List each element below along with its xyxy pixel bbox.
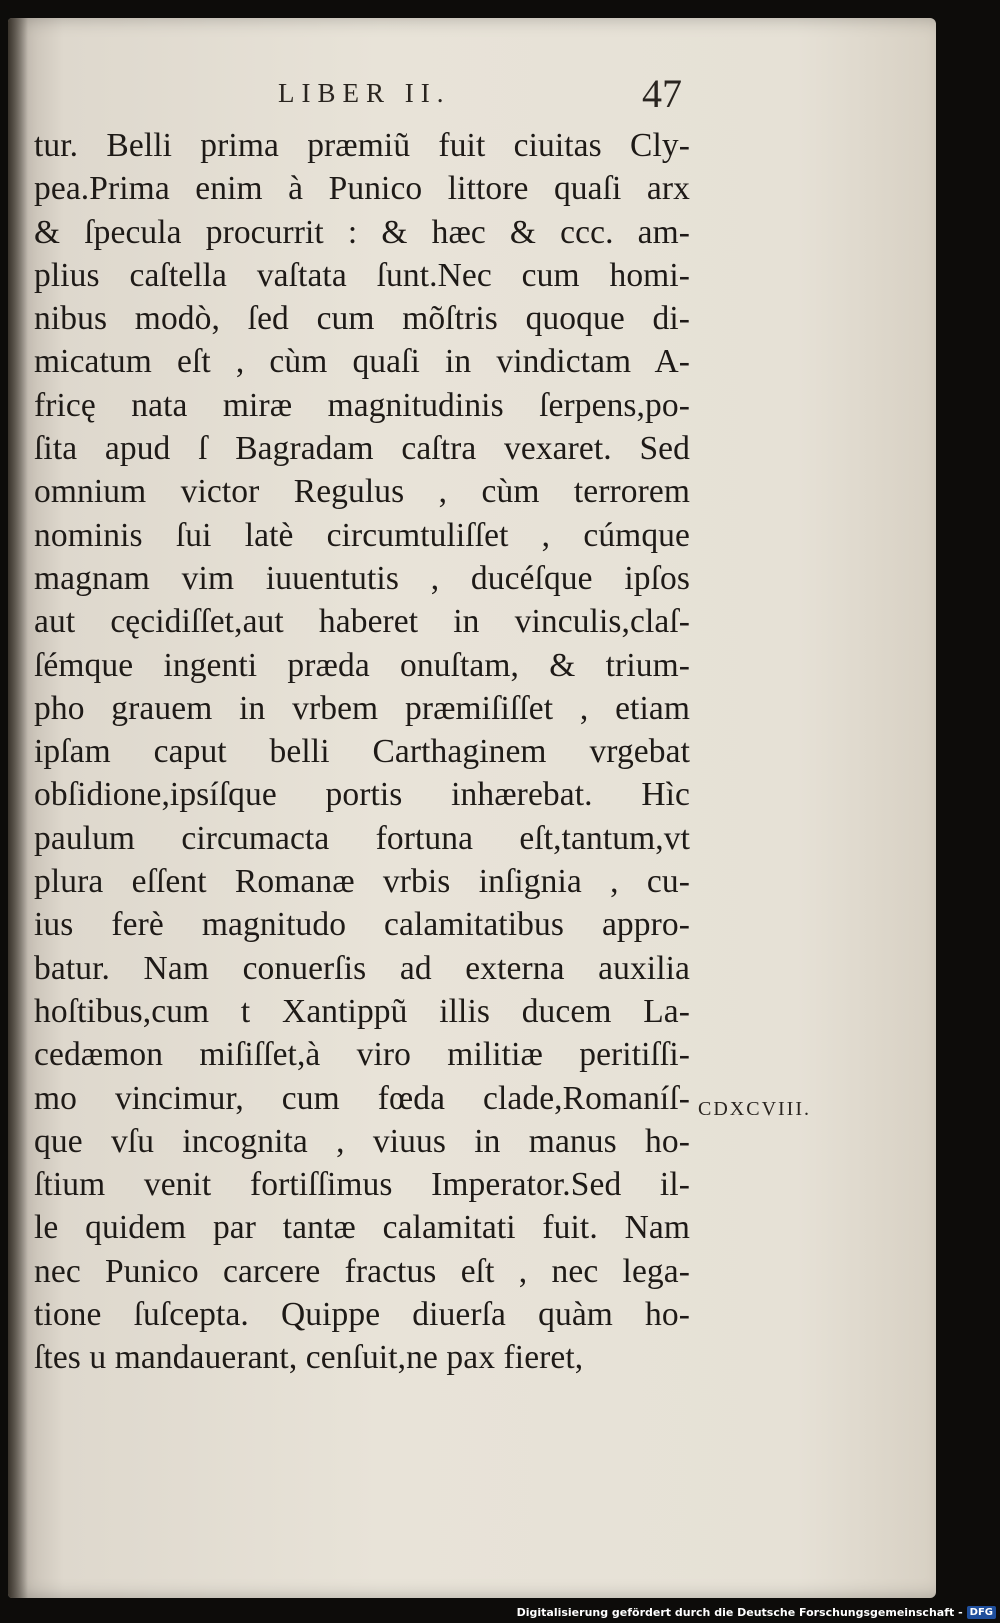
footer-credit: Digitalisierung gefördert durch die Deutsche Forschungsgemeinschaft -	[516, 1606, 963, 1619]
text-line: magnam vim iuuentutis , ducéſque ipſos	[34, 559, 690, 597]
text-line: cedæmon miſiſſet,à viro militiæ peritiſſi-	[34, 1036, 690, 1074]
page-number: 47	[642, 71, 682, 116]
page-gutter-shadow	[8, 18, 28, 1598]
text-line: batur. Nam conuerſis ad externa auxilia	[34, 949, 690, 987]
text-line: hoſtibus,cum t Xantippũ illis ducem La-	[34, 992, 690, 1030]
text-line: tione ſuſcepta. Quippe diuerſa quàm ho-	[34, 1296, 690, 1334]
body-text	[34, 124, 690, 1380]
text-line: tur. Belli prima præmiũ fuit ciuitas Cly-	[34, 127, 690, 164]
text-line: plius caſtella vaſtata ſunt.Nec cum homi-	[34, 256, 690, 294]
text-line: ſtium venit fortiſſimus Imperator.Sed il-	[34, 1166, 690, 1204]
text-line: que vſu incognita , viuus in manus ho-	[34, 1122, 690, 1160]
text-line: ſtes u mandauerant, cenſuit,ne pax fieret,	[34, 1339, 584, 1377]
text-line: obſidione,ipsíſque portis inhærebat. Hìc	[34, 776, 690, 814]
text-line: aut cęcidiſſet,aut haberet in vinculis,claſ-	[34, 603, 690, 641]
text-line: pea.Prima enim à Punico littore quaſi arx	[34, 170, 690, 208]
digitization-footer	[517, 1606, 996, 1619]
text-line: ſita apud ſ Bagradam caſtra vexaret. Sed	[34, 430, 690, 468]
text-line: nec Punico carcere fractus eſt , nec lega-	[34, 1252, 690, 1290]
running-head: LIBER II.	[278, 78, 451, 108]
text-line: le quidem par tantæ calamitati fuit. Nam	[34, 1209, 690, 1247]
text-line: omnium victor Regulus , cùm terrorem	[34, 473, 690, 511]
text-line: nominis ſui latè circumtuliſſet , cúmque	[34, 516, 690, 554]
text-line: fricę nata miræ magnitudinis ſerpens,po-	[34, 386, 690, 424]
text-line: ius ferè magnitudo calamitatibus appro-	[34, 906, 690, 944]
text-line: paulum circumacta fortuna eſt,tantum,vt	[34, 819, 690, 857]
text-line: pho grauem in vrbem præmiſiſſet , etiam	[34, 689, 690, 727]
text-line: plura eſſent Romanæ vrbis inſignia , cu-	[34, 863, 690, 901]
text-line: & ſpecula procurrit : & hæc & ccc. am-	[34, 213, 690, 251]
text-line: nibus modò, ſed cum mõſtris quoque di-	[34, 300, 690, 338]
marginal-note: CDXCVIII.	[698, 1098, 811, 1120]
text-line: micatum eſt , cùm quaſi in vindictam A-	[34, 343, 690, 381]
text-line: mo vincimur, cum fœda clade,Romaníſ-	[34, 1079, 690, 1117]
dfg-logo-icon[interactable]: DFG	[967, 1606, 996, 1619]
text-line: ſémque ingenti præda onuſtam, & trium-	[34, 646, 690, 684]
text-line: ipſam caput belli Carthaginem vrgebat	[34, 733, 690, 771]
